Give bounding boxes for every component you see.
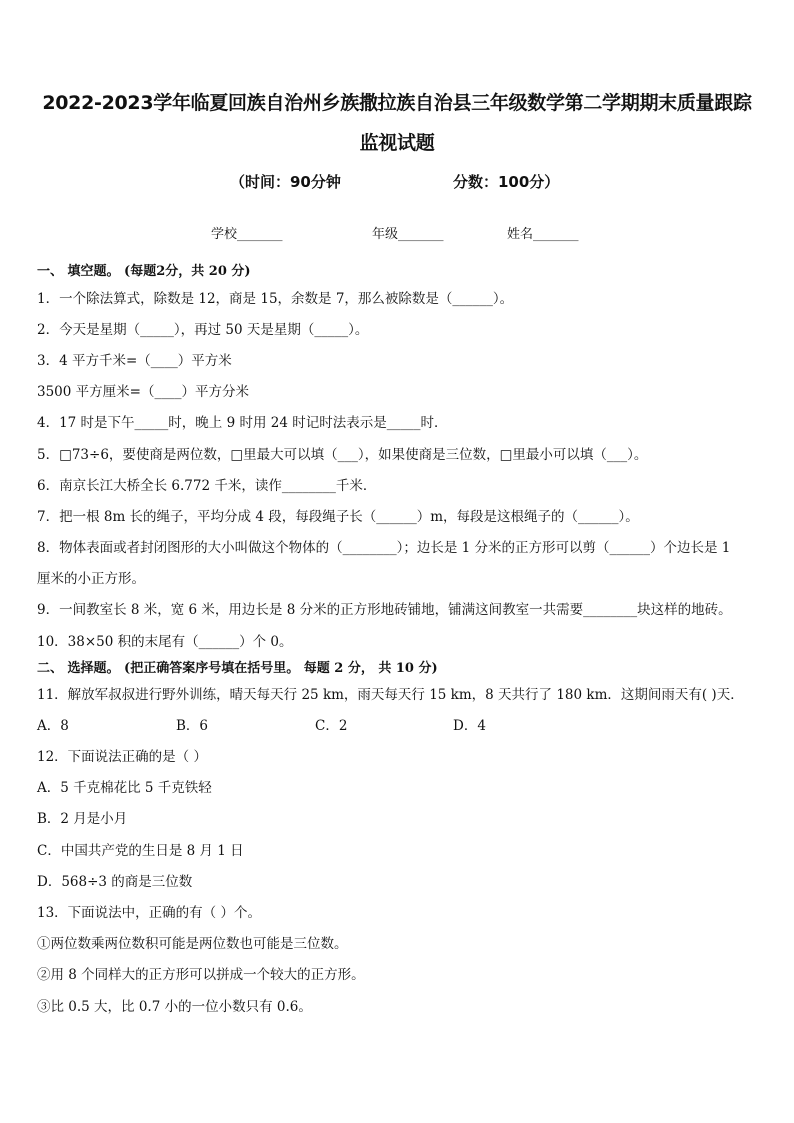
question-3-part-a: 3．4 平方千米=（____）平方米	[37, 353, 232, 369]
question-12: 12．下面说法正确的是（ ）	[37, 749, 207, 765]
time-limit: （时间：90分钟	[230, 173, 341, 191]
question-3-part-b: 3500 平方厘米=（____）平方分米	[37, 384, 249, 400]
name-field: 姓名_______	[507, 227, 579, 242]
total-score: 分数：100分）	[453, 173, 560, 191]
question-13-statement-1: ①两位数乘两位数积可能是两位数也可能是三位数。	[37, 936, 348, 952]
question-4: 4．17 时是下午_____时，晚上 9 时用 24 时记时法表示是_____时．	[37, 415, 448, 431]
question-11-option-a: A．8	[37, 718, 69, 734]
question-6: 6．南京长江大桥全长 6.772 千米，读作________千米．	[37, 478, 377, 494]
question-9: 9．一间教室长 8 米，宽 6 米，用边长是 8 分米的正方形地砖铺地，铺满这间教室一共需要________块这样的地砖。	[37, 602, 732, 618]
question-12-option-d: D．568÷3 的商是三位数	[37, 874, 193, 890]
section-2-heading: 二、 选择题。 (把正确答案序号填在括号里。 每题 2 分， 共 10 分)	[37, 661, 438, 676]
question-7: 7．把一根 8m 长的绳子，平均分成 4 段，每段绳子长（______）m，每段是这根绳子的（______）。	[37, 509, 639, 525]
question-1: 1．一个除法算式，除数是 12，商是 15，余数是 7，那么被除数是（______）。	[37, 291, 514, 307]
question-12-option-b: B．2 月是小月	[37, 811, 128, 827]
question-11-option-b: B．6	[176, 718, 209, 734]
school-field: 学校_______	[211, 227, 283, 242]
question-11-option-d: D．4	[453, 718, 486, 734]
question-13: 13．下面说法中，正确的有（ ）个。	[37, 905, 261, 921]
question-8-line-1: 8．物体表面或者封闭图形的大小叫做这个物体的（________）；边长是 1 分米的正方形可以剪（______）个边长是 1	[37, 540, 731, 556]
section-1-heading: 一、 填空题。 (每题2分，共 20 分)	[37, 264, 251, 279]
question-5: 5．□73÷6，要使商是两位数，□里最大可以填（___），如果使商是三位数，□里最小可以填（___）。	[37, 447, 648, 463]
question-10: 10．38×50 积的末尾有（______）个 0。	[37, 634, 293, 650]
question-11-option-c: C．2	[315, 718, 348, 734]
exam-title-line-2: 监视试题	[359, 132, 435, 154]
question-8-line-2: 厘米的小正方形。	[37, 571, 145, 587]
grade-field: 年级_______	[372, 227, 444, 242]
question-11: 11．解放军叔叔进行野外训练，晴天每天行 25 km，雨天每天行 15 km，8 天共行了 180 km．这期间雨天有( )天．	[37, 687, 744, 703]
question-12-option-a: A．5 千克棉花比 5 千克铁轻	[37, 780, 212, 796]
question-12-option-c: C．中国共产党的生日是 8 月 1 日	[37, 843, 244, 859]
question-13-statement-3: ③比 0.5 大，比 0.7 小的一位小数只有 0.6。	[37, 999, 312, 1015]
question-13-statement-2: ②用 8 个同样大的正方形可以拼成一个较大的正方形。	[37, 967, 365, 983]
exam-title-line-1: 2022-2023学年临夏回族自治州乡族撒拉族自治县三年级数学第二学期期末质量跟踪	[42, 92, 752, 114]
question-2: 2．今天是星期（_____），再过 50 天是星期（_____）。	[37, 322, 369, 338]
